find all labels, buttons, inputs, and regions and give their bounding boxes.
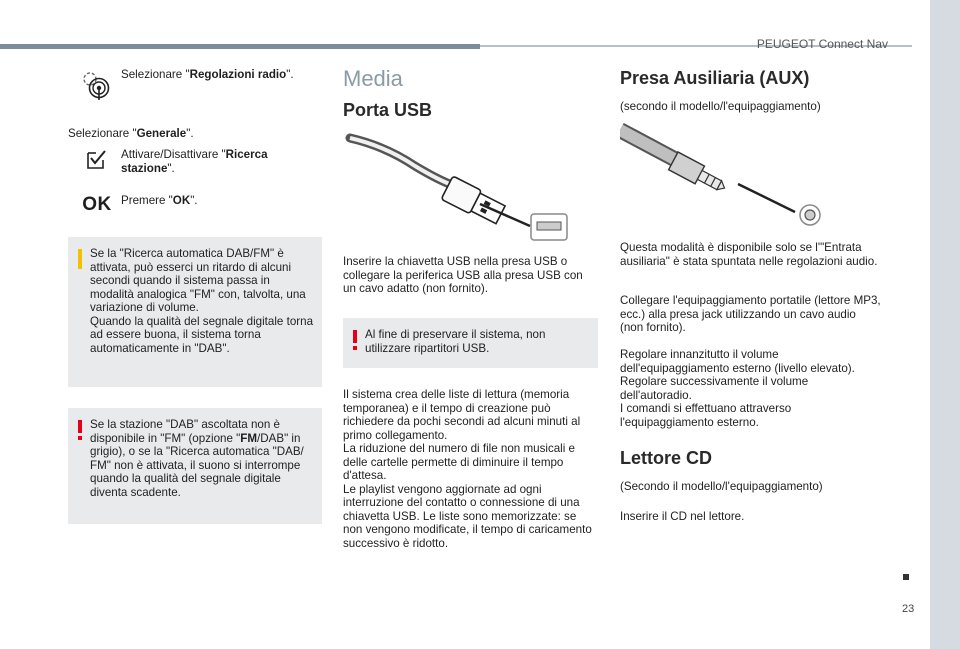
playlist-text-1: Il sistema crea delle liste di lettura (memoria temporanea) e il tempo di creazione può richiedere da pochi secondi ad alcuni minuti al primo collegamento.	[343, 388, 581, 442]
info-text-2: Quando la qualità del segnale digitale torna ad essere buona, il sistema torna automaticamente in "DAB".	[90, 314, 314, 355]
warning-icon	[77, 420, 83, 445]
radio-settings-icon	[75, 68, 119, 102]
info-text-1: Se la "Ricerca automatica DAB/FM" è attivata, può esserci un ritardo di alcuni secondi quando il sistema passa in modalità analogica "FM" con, talvolta, una variazione di volume.	[90, 247, 306, 314]
aux-text-2: Collegare l'equipaggiamento portatile (lettore MP3, ecc.) alla presa jack utilizzando un cavo audio (non fornito).	[620, 294, 881, 334]
aux-text-3: Regolare innanzitutto il volume dell'equipaggiamento esterno (livello elevato). Regolare successivamente il volume dell'autoradio. I comandi si effettuano attraverso l'equipaggiamento esterno.	[620, 348, 855, 429]
step-radio-settings: Selezionare "Regolazioni radio".	[75, 68, 320, 102]
playlist-text-2: La riduzione del numero di file non musicali e delle cartelle permette di diminuire il tempo d'attesa.	[343, 442, 576, 482]
info-box	[68, 237, 322, 387]
warning-usb-text: Al fine di preservare il sistema, non utilizzare ripartitori USB.	[365, 328, 546, 355]
checkbox-icon	[75, 148, 119, 170]
page-number: 23	[902, 603, 915, 615]
page-marker	[903, 574, 909, 580]
radio-settings-label: Regolazioni radio	[189, 68, 287, 81]
header-bar	[0, 44, 480, 49]
playlist-text-3: Le playlist vengono aggiornate ad ogni interruzione del contatto o connessione di una chiavetta USB. Le liste sono memorizzate: se non vengono modificate, il tempo di caricamento successivo è ridotto.	[343, 482, 592, 550]
step-general: Selezionare "Generale".	[68, 127, 194, 140]
usb-instructions: Inserire la chiavetta USB nella presa USB o collegare la periferica USB alla presa USB con un cavo adatto (non fornito).	[343, 255, 583, 295]
jack-illustration	[620, 122, 830, 230]
page-side-strip	[930, 0, 960, 649]
heading-usb-port: Porta USB	[343, 100, 433, 120]
playlist-info	[343, 388, 598, 550]
brand-label: PEUGEOT Connect Nav	[756, 37, 888, 51]
step-ok: OK Premere "OK".	[75, 194, 320, 216]
heading-aux: Presa Ausiliaria (AUX)	[620, 68, 810, 88]
warning-dab-text: Se la stazione "DAB" ascoltata non è disponibile in "FM" (opzione "FM/DAB" in grigio), o se la "Ricerca automatica "DAB/ FM" non è attivata, il suono si interrompe quando la qualità del segnale digitale diventa scadente.	[90, 418, 304, 499]
cd-text: Inserire il CD nel lettore.	[620, 510, 745, 523]
info-icon	[77, 249, 83, 274]
section-title-media: Media	[343, 66, 403, 91]
aux-text-1: Questa modalità è disponibile solo se l'"Entrata ausiliaria" è stata spuntata nelle regolazioni audio.	[620, 241, 878, 268]
aux-note: (secondo il modello/l'equipaggiamento)	[620, 100, 821, 113]
warning-icon-usb	[352, 330, 358, 355]
warning-box-usb	[343, 318, 598, 368]
step-station-search: Attivare/Disattivare "Ricerca stazione".	[75, 148, 320, 175]
cd-note: (Secondo il modello/l'equipaggiamento)	[620, 480, 823, 493]
usb-illustration	[345, 126, 575, 246]
heading-cd: Lettore CD	[620, 448, 713, 468]
ok-icon: OK	[82, 194, 112, 215]
warning-box-dab	[68, 408, 322, 524]
